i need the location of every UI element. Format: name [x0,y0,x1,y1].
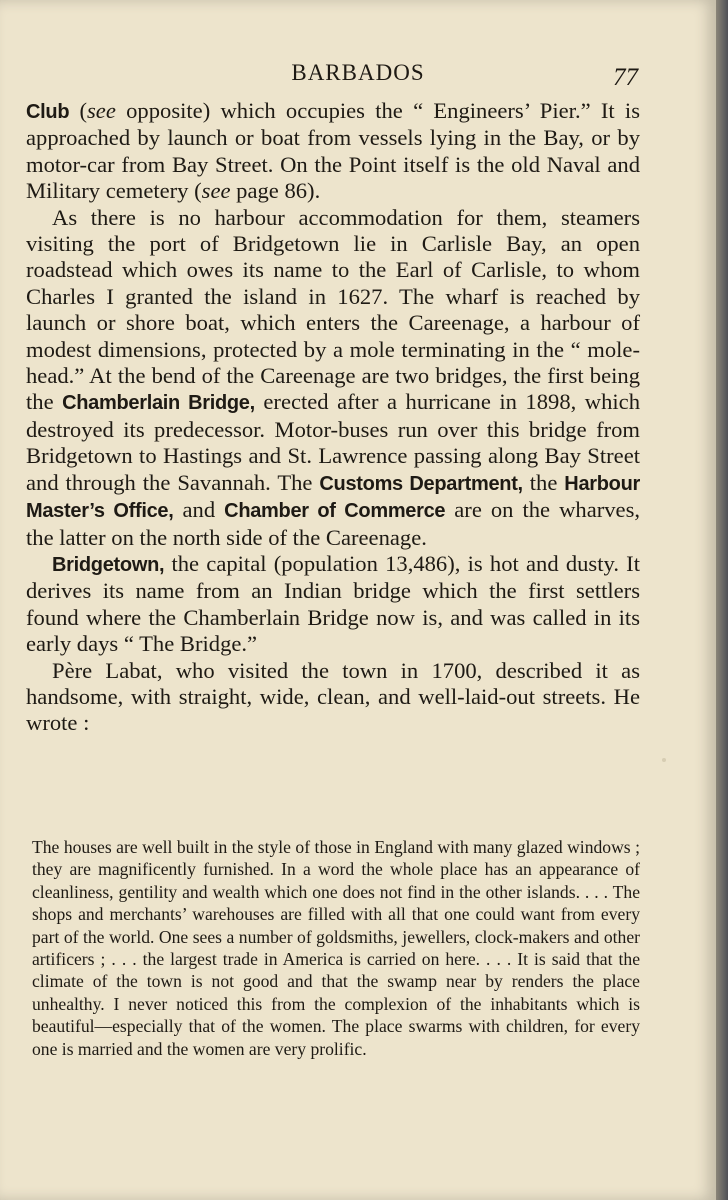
text-run: page 86). [230,178,321,204]
paragraph-1 [26,98,640,205]
text-run: are on the wharves, the latter on the north side of the Careenage. [26,497,641,550]
italic-text: see [87,98,116,123]
text-run: erected after a hurricane in 1898, which destroyed its predecessor. Motor-buses run over this bridge from Bridgetown to Hastings and St. Lawrence passing along Bay Street and through the Savannah. The [26,389,640,495]
running-head: BARBADOS [291,60,425,85]
paragraph-4 [26,658,640,737]
bold-term: Club [26,101,70,123]
page-number: 77 [613,64,638,91]
bold-term: Chamberlain Bridge, [62,392,255,415]
italic-text: see [201,178,231,204]
page-header [0,60,716,94]
paragraph-3 [26,551,640,658]
quote-text: The houses are well built in the style of those in England with many glazed windows ; they are magnificently furnished. In a word the whole place has an appearance of cleanliness, gentility and wealth which one does not find in the other islands. . . . The shops and merchants’ warehouses are filled with all that one could want from every part of the world. One sees a number of goldsmiths, jewellers, clock-makers and other artificers ; . . . the largest trade in America is carried on here. . . . It is said that the climate of the town is not good and that the swamp near by renders the place unhealthy. I never noticed this from the complexion of the inhabitants which is beautiful—especially that of the women. The place swarms with children, for every one is married and the women are very prolific. [32,837,640,1059]
block-quote [32,836,640,1060]
text-run: and [173,497,225,523]
paragraph-2 [26,205,640,551]
text-run: the capital (population 13,486), is hot and dusty. It derives its name from an Indian bridge which the first settlers found where the Chamberlain Bridge now is, and was called in its early days “ The Bridge.” [26,550,640,657]
text-run: Père Labat, who visited the town in 1700, described it as handsome, with straight, wide, clean, and well-laid-out streets. He wrote : [26,657,640,736]
bold-term: Chamber of Commerce [224,500,446,523]
body-text [26,98,640,737]
bold-term: Harbour Master’s Office, [26,472,640,523]
page-edge-shadow [716,0,728,1200]
bold-term: Bridgetown, [52,553,165,576]
text-run: opposite) which occupies the “ Engineers’ Pier.” It is approached by launch or boat from vessels lying in the Bay, or by motor-car from Bay Street. On the Point itself is the old Naval and Military cemetery ( [26,98,640,204]
text-run: ( [69,98,88,123]
text-run: As there is no harbour accommodation for them, steamers visiting the port of Bridgetown lie in Carlisle Bay, an open roadstead which owes its name to the Earl of Carlisle, to whom Charles I granted the island in 1627. The wharf is reached by launch or shore boat, which enters the Careenage, a harbour of modest dimensions, protected by a mole terminating in the “ mole-head.” At the bend of the Careenage are two bridges, the first being the [26,204,640,415]
text-run: the [522,469,565,495]
bold-term: Customs Department, [319,472,523,495]
paper-speck [662,758,666,762]
